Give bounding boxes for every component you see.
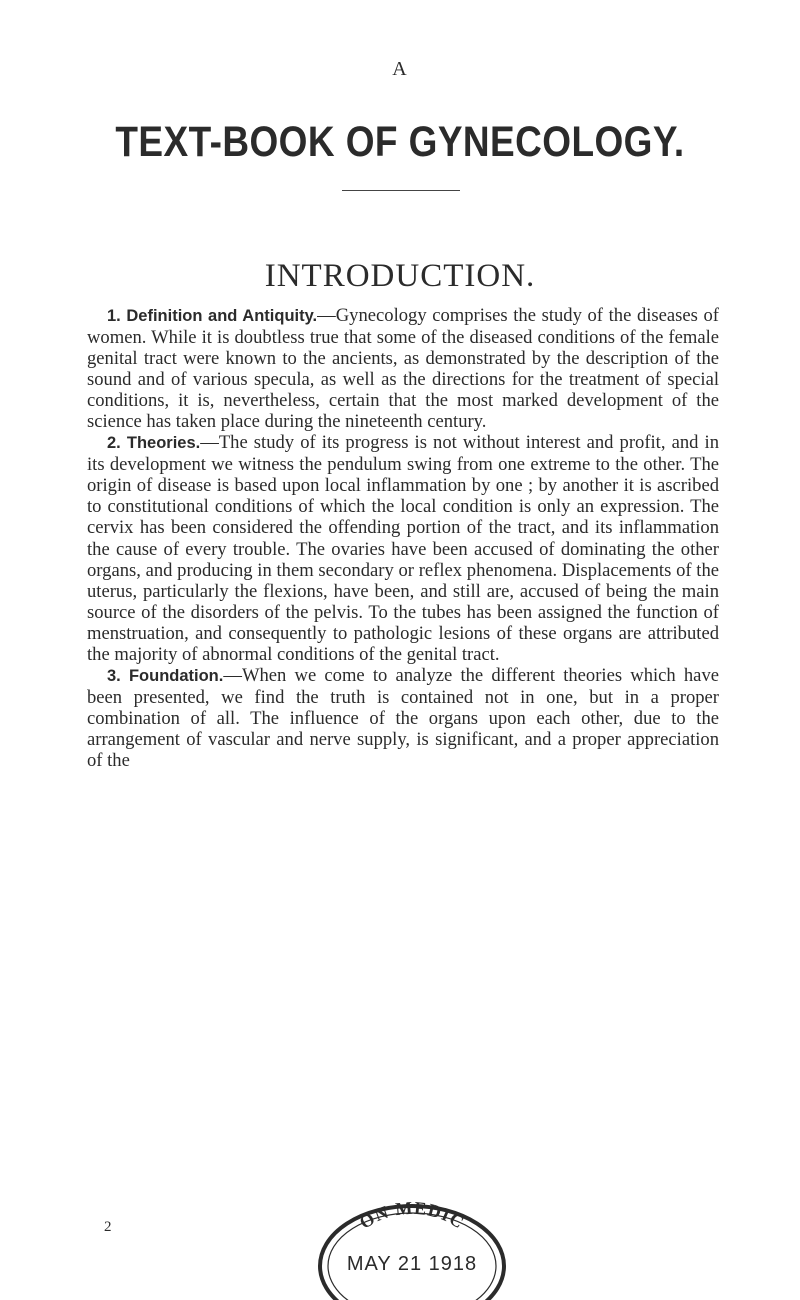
paragraph-number: 3.	[107, 666, 121, 685]
paragraph-heading: Foundation.	[128, 666, 224, 685]
paragraph-number: 2.	[107, 434, 121, 453]
paragraph-text: —The study of its progress is not without interest and profit, and in its development we witness the pendulum swing from one extreme to the other. The origin of disease is based upon local inflammation by one ; by another it is ascribed to constitutional conditions of which the local condition is only an expression. The cervix has been considered the offending portion of the tract, and its inflammation the cause of every trouble. The ovaries have been accused of dominating the other organs, and producing in them secondary or reflex phenomena. Displacements of the uterus, particularly the flexions, have been, and still are, accused of being the main source of the disorders of the pelvis. To the tubes has been assigned the function of menstruation, and consequently to pathologic lesions of these organs are attributed the majority of abnormal conditions of the genital tract.	[87, 432, 719, 665]
section-title: INTRODUCTION.	[264, 258, 536, 294]
paragraph-text: —Gynecology comprises the study of the diseases of women. While it is doubtless true that some of the diseased conditions of the female genital tract were known to the ancients, as demonstrated by the description of the sound and of various specula, as well as the directions for the treatment of special conditions, it is, nevertheless, certain that the most marked development of the science has taken place during the nineteenth century.	[87, 305, 719, 433]
paragraph-heading: Definition and Antiquity.	[126, 307, 318, 325]
title-rule	[342, 190, 460, 191]
paragraph-2	[87, 432, 719, 665]
svg-text:ON MEDIC	[356, 1200, 468, 1233]
page-number: 2	[104, 1219, 112, 1235]
paragraph-number: 1.	[107, 307, 121, 325]
stamp-upper-text: ON MEDIC	[355, 1200, 469, 1233]
body-text	[87, 305, 719, 771]
paragraph-1	[87, 305, 719, 432]
title-article: A	[392, 58, 408, 80]
paragraph-heading: Theories.	[126, 434, 201, 453]
paragraph-3	[87, 665, 719, 771]
paragraph-text: —When we come to analyze the different theories which have been presented, we find the truth is contained not in one, but in a proper combination of all. The influence of the organs upon each other, due to the arrangement of vascular and nerve supply, is significant, and a proper appreciation of the	[87, 664, 719, 771]
book-title: TEXT-BOOK OF GYNECOLOGY.	[115, 118, 685, 166]
library-stamp	[308, 1200, 516, 1300]
stamp-date: MAY 21 1918	[346, 1253, 478, 1275]
